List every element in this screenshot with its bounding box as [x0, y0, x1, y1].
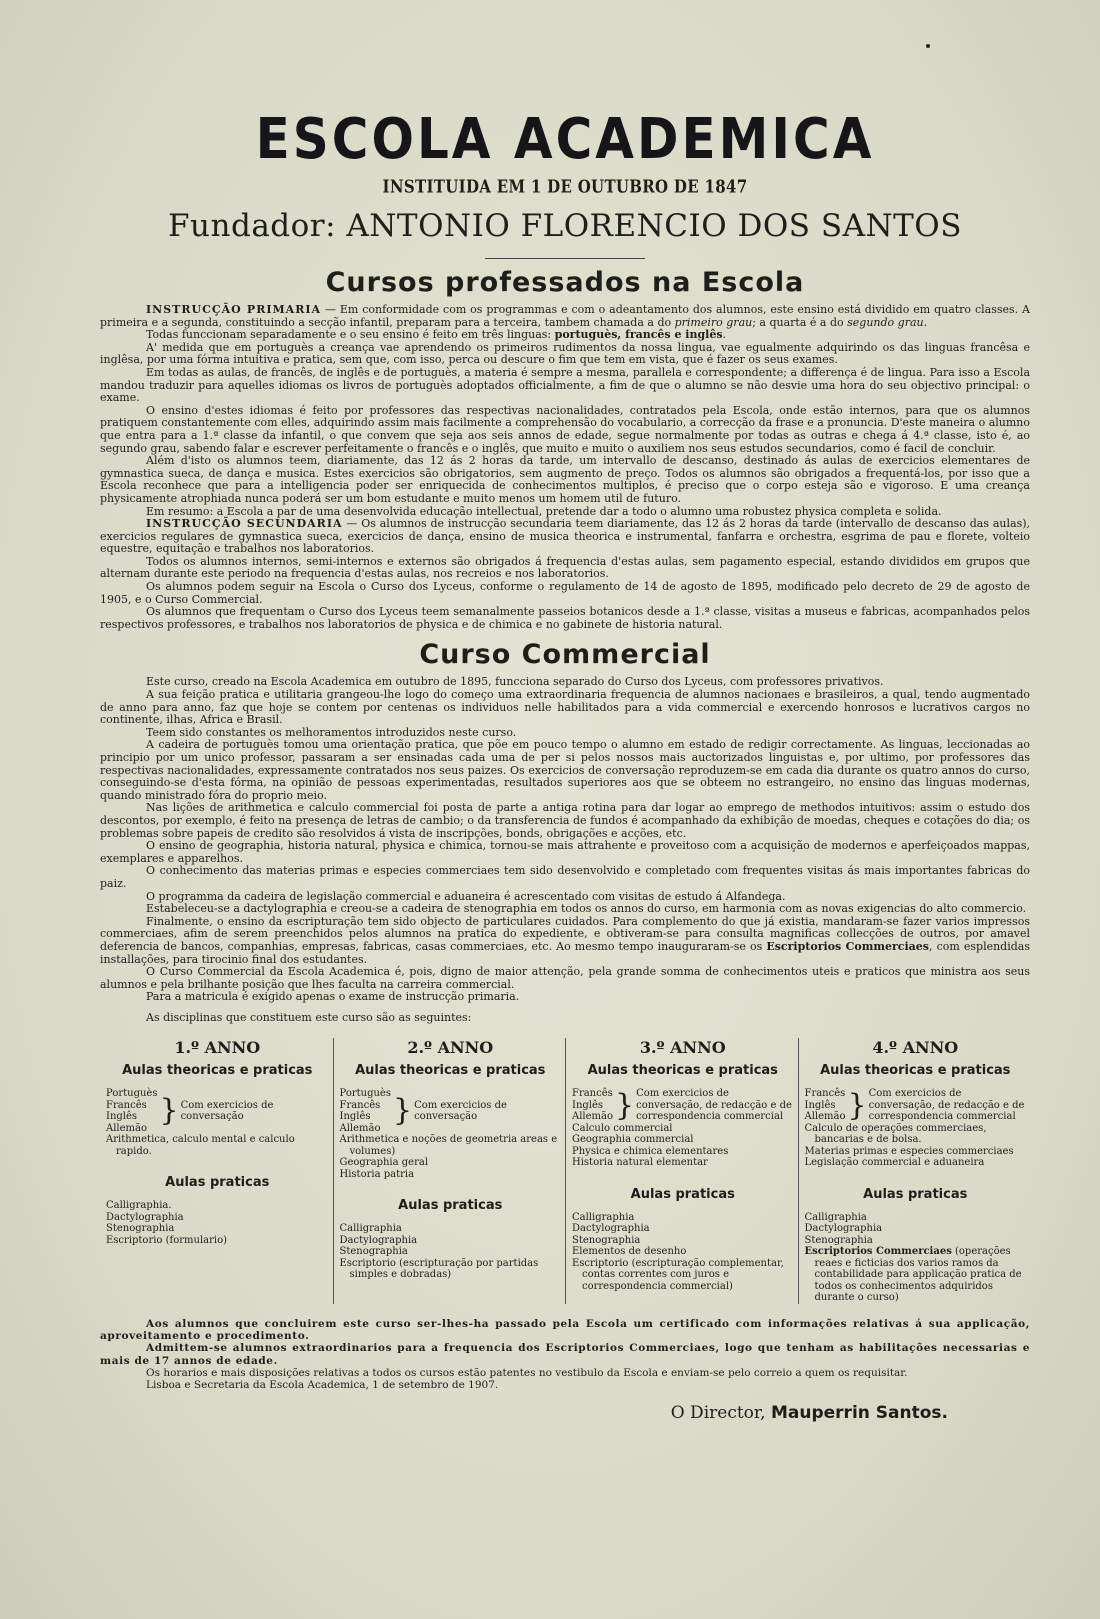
escriptorios-tail: (operações reaes e ficticias dos varios ramos da contabilidade para applicação pratica de todos os conhecimentos adquiridos durante o curso) [814, 1246, 1022, 1304]
theory-item: Materias primas e especies commerciaes [804, 1145, 1014, 1157]
language-group [106, 1088, 329, 1134]
theory-item: Geographia commercial [572, 1134, 694, 1146]
language-names [805, 1088, 846, 1123]
practice-item: Dactylographia [804, 1223, 883, 1235]
paragraph: Todos os alumnos internos, semi-internos e externos são obrigados á frequencia d'estas aulas, sem pagamento especial, estando divididos em grupos que alternam durante este periodo na frequencia d'estas aulas, nos recreios e nos laboratorios. [100, 554, 1030, 581]
director-label: O Director, [670, 1403, 766, 1424]
paragraph: Os alumnos podem seguir na Escola o Curso dos Lyceus, conforme o regulamento de 14 de agosto de 1895, modificado pelo decreto de 29 de agosto de 1905, e o Curso Commercial. [100, 580, 1030, 606]
language: Portuguès [106, 1088, 158, 1100]
theory-item: Geographia geral [339, 1157, 429, 1169]
primaria-text: — Em conformidade com os programmas e com o adeantamento dos alumnos, este ensino está dividido em quatro classes. A primeira e a segunda, constituindo a secção infantil, preparam para a terceira, tambem chamada a do [100, 303, 1030, 329]
courses-body [100, 304, 1030, 631]
practice-item: Elementos de desenho [572, 1246, 687, 1258]
language: Portuguès [339, 1088, 391, 1100]
language: Inglês [804, 1099, 836, 1111]
theory-item: Legislação commercial e aduaneira [804, 1157, 985, 1169]
paragraph: Estabeleceu-se a dactylographia e creou-se a cadeira de stenographia em todos os annos do curso, em harmonia com as novas exigencias do alto commercio. [146, 902, 1027, 916]
escriptorios-bold: Escriptorios Commerciaes [804, 1246, 952, 1258]
languages-text: Todas funccionam separadamente e o seu ensino é feito em três linguas: [146, 328, 555, 342]
paragraph: Os alumnos que frequentam o Curso dos Lyceus teem semanalmente passeios botanicos desde a 1.ª classe, visitas a museus e fabricas, acompanhados pelos respectivos professores, e trabalhos nos laboratorios de physica e de chimica e no gabinete de historia natural. [100, 605, 1030, 631]
language-note: Com exercicios de conversação, de redacção e de correspondencia commercial [636, 1088, 792, 1123]
theory-heading: Aulas theoricas e praticas [122, 1063, 313, 1079]
theory-heading: Aulas theoricas e praticas [587, 1063, 778, 1079]
language-group [572, 1088, 794, 1123]
language-note: Com exercicios de conversação [180, 1099, 274, 1123]
language-names [572, 1088, 613, 1123]
practice-list [340, 1223, 562, 1281]
grau-2: segundo grau [847, 315, 924, 329]
languages-list: portuguès, francês e inglês [554, 328, 723, 342]
language: Francês [572, 1088, 613, 1100]
signature-block [100, 1403, 1030, 1423]
director-name: Mauperrin Santos. [770, 1403, 948, 1424]
brace-glyph: } [615, 1087, 635, 1123]
languages-end: . [722, 328, 727, 342]
paragraph: O ensino de geographia, historia natural, physica e chimica, tornou-se mais attrahente e proveitoso com a acquisição de modernos e aperfeiçoados mappas, exemplares e apparelhos. [100, 839, 1030, 865]
year-column [333, 1038, 566, 1304]
practice-list [572, 1212, 794, 1293]
secundaria-lead: INSTRUCÇÃO SECUNDARIA [146, 517, 343, 531]
language-group [340, 1088, 562, 1134]
theory-item: Historia patria [339, 1168, 415, 1180]
poster-page [100, 106, 1031, 1424]
practice-item: Dactylographia [339, 1234, 418, 1246]
paragraph: Para a matricula é exigido apenas o exame de instrucção primaria. [146, 990, 520, 1004]
practice-item: Stenographia [572, 1234, 641, 1246]
theory-list [572, 1088, 794, 1169]
language: Allemão [804, 1111, 846, 1123]
courses-heading: Cursos professados na Escola [325, 267, 805, 298]
theory-item: Arithmetica e noções de geometria areas e volumes) [339, 1134, 558, 1157]
practice-item [805, 1246, 1027, 1304]
practice-heading: Aulas praticas [398, 1198, 503, 1214]
year-title: 4.º ANNO [872, 1038, 959, 1058]
certificate-note: Aos alumnos que concluirem este curso ser-lhes-ha passado pela Escola um certificado com informações relativas á sua applicação, aproveitamento e procedimento. [100, 1317, 1030, 1343]
escriptorios-end: , com esplendidas installações, para tirocinio final dos estudantes. [100, 939, 1030, 966]
grau-1: primeiro grau [674, 315, 753, 329]
commercial-heading: Curso Commercial [419, 639, 711, 671]
paragraph: O Curso Commercial da Escola Academica é, pois, digno de maior attenção, pela grande somma de conhecimentos uteis e praticos que ministra aos seus alumnos e pela brilhante posição que lhes faculta na carreira commercial. [100, 965, 1030, 991]
practice-item: Calligraphia [572, 1211, 635, 1223]
language: Inglês [106, 1111, 138, 1123]
escriptorios-text: Finalmente, o ensino da escripturação tem sido objecto de particulares cuidados. Para complemento do que já existia, mandaram-se fazer varios impressos commerciaes, afim de serem preenchidos pelos alumnos na pratica do expediente, e obtiveram-se para consulta magnificas collecções de outros, por amavel deferencia de bancos, companhias, empresas, fabricas, casas commerciaes, etc. Ao mesmo tempo inauguraram-se os [100, 914, 1030, 953]
language: Inglês [572, 1099, 604, 1111]
theory-heading: Aulas theoricas e praticas [355, 1063, 546, 1079]
language-note: Com exercicios de conversação [414, 1099, 507, 1123]
language: Allemão [106, 1122, 148, 1134]
language-names [340, 1088, 391, 1134]
theory-list [805, 1088, 1027, 1169]
paragraph: O ensino d'estes idiomas é feito por professores das respectivas nacionalidades, contratados pela Escola, onde estão internos, para que os alumnos pratiquem constantemente com elles, adquirindo assim mais facilmente a comprehensão do vocabulario, a correcção da frase e a pronuncia. D'este maneira o alumno que entra para a 1.ª classe da infantil, o que convem que seja aos seis annos de edade, segue normalmente por todas as outras e chega á 4.ª classe, isto é, ao segundo grau, sabendo falar e escrever perfeitamente o francês e o inglês, que muito e muito o auxiliem nos seus estudos secundarios, como é facil de concluir. [100, 403, 1030, 455]
practice-item: Dactylographia [106, 1211, 184, 1223]
practice-item: Calligraphia [339, 1223, 402, 1235]
paragraph: Teem sido constantes os melhoramentos introduzidos neste curso. [146, 725, 517, 739]
paragraph: O programma da cadeira de legislação commercial e aduaneira é acrescentado com visitas de estudo á Alfandega. [146, 889, 786, 903]
year-title: 1.º ANNO [174, 1038, 261, 1058]
language-group [805, 1088, 1027, 1123]
theory-list [340, 1088, 562, 1180]
closing-notes [100, 1318, 1030, 1391]
year-column [798, 1038, 1031, 1304]
paragraph: O conhecimento das materias primas e especies commerciaes tem sido desenvolvido e completado com frequentes visitas ás mais importantes fabricas do paiz. [100, 864, 1030, 890]
paragraph: A' medida que em portuguès a creança vae aprendendo os primeiros rudimentos da nossa lingua, vae egualmente adquirindo os das linguas francêsa e inglêsa, por uma fórma intuitiva e pratica, sem que, com isso, perca ou descure o fim que tem em vista, que é fazer os seus exames. [100, 340, 1030, 367]
language: Allemão [339, 1122, 381, 1134]
extraordinary-note: Admittem-se alumnos extraordinarios para a frequencia dos Escriptorios Commerciaes, logo que tenham as habilitações necessarias e mais de 17 annos de edade. [100, 1342, 1030, 1367]
paragraph: Em resumo: a Escola a par de uma desenvolvida educação intellectual, pretende dar a todo o alumno uma robustez physica completa e solida. [146, 504, 942, 518]
commercial-body [100, 676, 1030, 1024]
paragraph: A cadeira de portuguès tomou uma orientação pratica, que põe em pouco tempo o alumno em estado de redigir correctamente. As linguas, leccionadas ao principio por um unico professor, passaram a ser ensinadas cada uma de per si pelos nossos mais auctorizados linguistas e, por ultimo, por professores das respectivas nacionalidades, expressamente contratados nos seus paizes. Os exercicios de conversação reproduzem-se em cada dia durante os quatro annos do curso, conseguindo-se d'esta fórma, na opinião de pessoas experimentadas, resultados superiores aos que se obteem no estrangeiro, no ensino das linguas modernas, quando ministrado fóra do proprio meio. [100, 738, 1030, 802]
practice-item: Stenographia [339, 1246, 408, 1258]
brace-glyph: } [847, 1087, 867, 1123]
language: Francês [804, 1088, 846, 1100]
paragraph: As disciplinas que constituem este curso são as seguintes: [146, 1010, 472, 1024]
brace-glyph: } [392, 1093, 413, 1129]
language: Francês [106, 1099, 147, 1111]
school-title: ESCOLA ACADEMICA [255, 106, 875, 172]
secundaria-text: — Os alumnos de instrucção secundaria teem diariamente, das 12 ás 2 horas da tarde (intervallo de descanso das aulas), exercicios regulares de gymnastica sueca, exercicios de dança, ensino de musica theorica e instrumental, fanfarra e orchestra, esgrima de pau e florete, volteio equestre, equitação e trabalhos nos laboratorios. [100, 517, 1031, 556]
practice-item: Stenographia [804, 1234, 873, 1246]
year-column [100, 1038, 333, 1304]
language: Inglês [339, 1111, 371, 1123]
practice-heading: Aulas praticas [630, 1186, 735, 1202]
paragraph: A sua feição pratica e utilitaria grangeou-lhe logo do começo uma extraordinaria frequencia de alumnos nacionaes e brasileiros, a qual, tendo augmentado de anno para anno, faz que hoje se contem por centenas os individuos nelle habilitados para a vida commercial e exercendo honrosos e lucrativos cargos no continente, ilhas, Africa e Brasil. [100, 688, 1030, 727]
language: Francês [339, 1099, 381, 1111]
escriptorios-bold: Escriptorios Commerciaes [766, 939, 929, 953]
year-column [565, 1038, 798, 1304]
language-note: Com exercicios de conversação, de redacção e de correspondencia commercial [868, 1088, 1025, 1123]
theory-item: Calculo de operações commerciaes, bancarias e de bolsa. [804, 1122, 987, 1146]
practice-item: Stenographia [106, 1223, 175, 1235]
language-names [106, 1088, 157, 1134]
practice-list [805, 1212, 1027, 1304]
practice-item: Escriptorio (escripturação complementar, contas correntes com juros e correspondencia commercial) [572, 1257, 784, 1292]
theory-item: Calculo commercial [572, 1122, 673, 1134]
paragraph: Em todas as aulas, de francês, de inglês e de portuguès, a materia é sempre a mesma, parallela e correspondente; a differença é de lingua. Para isso a Escola mandou traduzir para aquelles idiomas os livros de portuguès adoptados officialmente, a fim de que o alumno se não desvie uma hora do seu objectivo principal: o exame. [100, 365, 1030, 405]
theory-item: Historia natural elementar [572, 1157, 708, 1169]
primaria-paragraph [100, 304, 1030, 329]
ink-speck [926, 44, 930, 48]
divider-rule [485, 258, 645, 259]
year-title: 2.º ANNO [407, 1038, 494, 1058]
theory-item: Physica e chimica elementares [572, 1145, 729, 1157]
theory-list [106, 1088, 329, 1157]
theory-item: Arithmetica, calculo mental e calculo rapido. [106, 1134, 295, 1157]
curriculum-years [100, 1038, 1030, 1304]
practice-list [106, 1200, 329, 1246]
timetable-note: Os horarios e mais disposições relativas a todos os cursos estão patentes no vestibulo da Escola e enviam-se pelo correio a quem os requisitar. [146, 1366, 908, 1379]
date-line: Lisboa e Secretaria da Escola Academica, 1 de setembro de 1907. [146, 1378, 499, 1391]
primaria-end: . [923, 315, 928, 329]
brace-glyph: } [159, 1093, 179, 1129]
languages-paragraph [100, 329, 1030, 342]
practice-item: Escriptorio (formulario) [106, 1234, 228, 1246]
practice-item: Calligraphia. [106, 1200, 172, 1212]
language: Allemão [572, 1111, 614, 1123]
primaria-lead: INSTRUCÇÃO PRIMARIA [146, 303, 322, 316]
practice-item: Dactylographia [572, 1223, 650, 1235]
paragraph: Além d'isto os alumnos teem, diariamente, das 12 ás 2 horas da tarde, um intervallo de descanso, destinado ás aulas de exercicios elementares de gymnastica sueca, de dança e musica. Estes exercicios são obrigatorios, sem augmento de preço. Todos os alumnos são obrigados a frequentá-los, por isso que a Escola reconhece que para a intelligencia poder ser enriquecida de conhecimentos multiplos, é preciso que o corpo esteja são e vigoroso. E uma creança physicamente atrophiada nunca poderá ser um bom estudante e muito menos um homem util de futuro. [100, 454, 1030, 505]
escriptorios-paragraph [100, 916, 1030, 966]
practice-item: Escriptorio (escripturação por partidas simples e dobradas) [339, 1257, 539, 1281]
founding-date: INSTITUIDA EM 1 DE OUTUBRO DE 1847 [382, 176, 748, 198]
paragraph: Nas lições de arithmetica e calculo commercial foi posta de parte a antiga rotina para dar logar ao emprego de methodos intuitivos: assim o estudo dos descontos, por exemplo, é feito na presença de letras de cambio; o da transferencia de fundos é acompanhado da exhibição de moedas, cheques e cotações do dia; os problemas sobre papeis de credito são resolvidos á vista de inscripções, bonds, obrigações e acções, etc. [100, 801, 1030, 840]
primaria-mid: ; a quarta é a do [752, 315, 848, 329]
founder-line: Fundador: ANTONIO FLORENCIO DOS SANTOS [168, 208, 962, 244]
theory-heading: Aulas theoricas e praticas [820, 1063, 1011, 1079]
secundaria-paragraph [100, 518, 1030, 556]
paragraph: Este curso, creado na Escola Academica em outubro de 1895, funcciona separado do Curso dos Lyceus, com professores privativos. [146, 675, 884, 689]
practice-heading: Aulas praticas [165, 1175, 270, 1191]
practice-heading: Aulas praticas [863, 1186, 968, 1202]
year-title: 3.º ANNO [639, 1038, 726, 1058]
practice-item: Calligraphia [804, 1211, 867, 1223]
